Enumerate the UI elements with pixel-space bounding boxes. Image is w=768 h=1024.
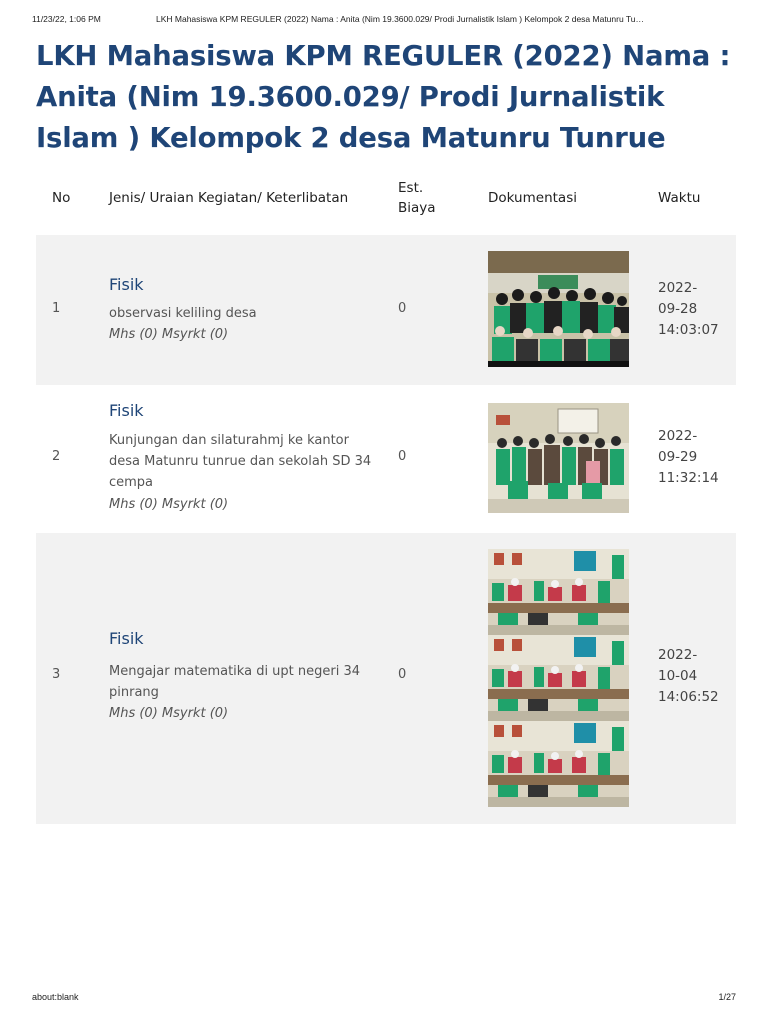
page-title: LKH Mahasiswa KPM REGULER (2022) Nama : Anita (Nim 19.3600.029/ Prodi Jurnalistik Islam ) Kelompok 2 desa Matunru Tunrue xyxy=(36,40,731,154)
row-cost: 0 xyxy=(398,449,407,464)
row-time-date: 09-28 xyxy=(658,301,698,317)
table-header xyxy=(36,176,736,226)
row-category: Fisik xyxy=(109,275,144,294)
print-page-number: 1/27 xyxy=(718,992,736,1002)
row-time-clock: 11:32:14 xyxy=(658,470,719,486)
row-cost: 0 xyxy=(398,667,407,682)
row-time-clock: 14:03:07 xyxy=(658,322,719,338)
row-participants: Mhs (0) Msyrkt (0) xyxy=(109,706,229,721)
row-time-date: 2022- xyxy=(658,280,698,296)
header-biaya: Biaya xyxy=(398,200,436,216)
header-no: No xyxy=(52,190,71,206)
print-footer xyxy=(32,992,736,1004)
table-row xyxy=(36,235,736,385)
table-row xyxy=(36,533,736,824)
documentation-photo[interactable] xyxy=(488,251,629,367)
row-description: Mengajar matematika di upt negeri 34 pinrang xyxy=(109,664,361,700)
print-url: about:blank xyxy=(32,992,79,1002)
row-description: Kunjungan dan silaturahmj ke kantor desa Matunru tunrue dan sekolah SD 34 cempa xyxy=(109,433,372,490)
row-cost: 0 xyxy=(398,301,407,316)
table-row xyxy=(36,385,736,533)
row-category: Fisik xyxy=(109,629,144,648)
row-category: Fisik xyxy=(109,401,144,420)
row-time-date: 2022- xyxy=(658,647,698,663)
header-est: Est. xyxy=(398,180,424,196)
header-waktu: Waktu xyxy=(658,190,701,206)
header-dokumentasi: Dokumentasi xyxy=(488,190,577,206)
print-document-title: LKH Mahasiswa KPM REGULER (2022) Nama : Anita (Nim 19.3600.029/ Prodi Jurnalistik Islam ) Kelompok 2 desa Matunru Tu… xyxy=(156,14,645,24)
row-time-date: 10-04 xyxy=(658,668,698,684)
print-date: 11/23/22, 1:06 PM xyxy=(32,14,101,24)
row-number: 3 xyxy=(52,667,61,682)
documentation-photo[interactable] xyxy=(488,403,629,513)
documentation-photo[interactable] xyxy=(488,549,629,807)
row-time-clock: 14:06:52 xyxy=(658,689,719,705)
row-participants: Mhs (0) Msyrkt (0) xyxy=(109,497,229,512)
row-number: 2 xyxy=(52,449,61,464)
row-description: observasi keliling desa xyxy=(109,306,257,321)
row-number: 1 xyxy=(52,301,61,316)
print-header xyxy=(32,14,736,28)
row-participants: Mhs (0) Msyrkt (0) xyxy=(109,327,229,342)
row-time-date: 2022- xyxy=(658,428,698,444)
row-time-date: 09-29 xyxy=(658,449,698,465)
header-jenis: Jenis/ Uraian Kegiatan/ Keterlibatan xyxy=(109,190,349,206)
